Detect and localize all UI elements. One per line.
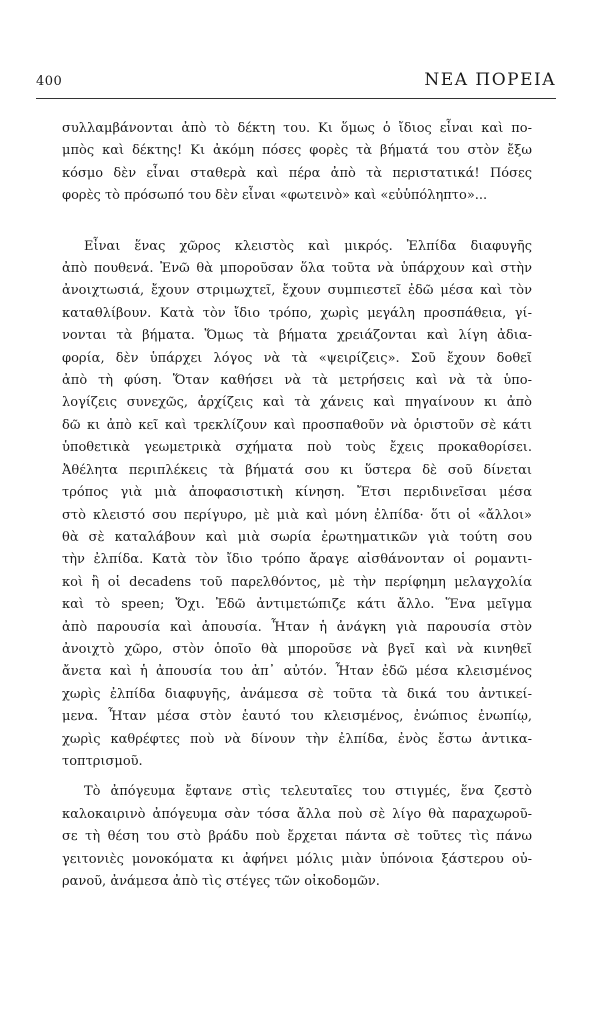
text-line: μενα. Ἦταν μέσα στὸν ἑαυτό του κλεισμένος, ἐνώπιος ἐνωπίῳ, (62, 709, 532, 725)
text-line: τὴν ἐλπίδα. Κατὰ τὸν ἴδιο τρόπο ἄραγε αἰσθάνονταν οἱ ρομαντι- (62, 552, 532, 568)
text-line: νονται τὰ βήματα. Ὅμως τὰ βήματα χρειάζονται καὶ λίγη ἀδια- (62, 328, 532, 344)
text-line: τρόπος γιὰ μιὰ ἀποφασιστικὴ κίνηση. Ἔτσι περιδινεῖσαι μέσα (62, 485, 532, 501)
text-line: φορὲς τὸ πρόσωπό του δὲν εἶναι «φωτεινὸ» καὶ «εὐὑπόληπτο»... (62, 188, 488, 204)
article-body (62, 118, 532, 921)
text-line: ὑποθετικὰ γεωμετρικὰ σχήματα ποὺ τοὺς ἔχεις προκαθορίσει. (62, 440, 532, 456)
text-line: Εἶναι ἕνας χῶρος κλειστὸς καὶ μικρός. Ἐλπίδα διαφυγῆς (84, 238, 532, 254)
running-header (36, 70, 556, 96)
header-rule (36, 98, 556, 99)
text-line: κοὶ ἢ οἱ decadens τοῦ παρελθόντος, μὲ τὴν περίφημη μελαγχολία (62, 574, 532, 590)
text-line: Τὸ ἀπόγευμα ἔφτανε στὶς τελευταῖες του στιγμές, ἕνα ζεστὸ (84, 784, 532, 800)
text-line: σε τὴ θέση του στὸ βράδυ ποὺ ἔρχεται πάντα σὲ τοῦτες τὶς πάνω (62, 829, 532, 845)
text-line: καλοκαιρινὸ ἀπόγευμα σὰν τόσα ἄλλα ποὺ σὲ λίγο θὰ παραχωροῦ- (62, 806, 532, 822)
text-line: ἀνοιχτωσιά, ἔχουν στριμωχτεῖ, ἔχουν συμπιεστεῖ ἐδῶ μέσα καὶ τὸν (62, 283, 532, 299)
paragraph-1 (62, 118, 532, 208)
text-line: συλλαμβάνονται ἀπὸ τὸ δέκτη του. Κι ὅμως ὁ ἴδιος εἶναι καὶ πο- (62, 121, 532, 136)
text-line: θὰ σὲ καταλάβουν καὶ μιὰ σωρία ἐρωτηματικῶν γιὰ τούτη σου (62, 529, 532, 545)
text-line: στὸ κλειστό σου περίγυρο, μὲ μιὰ καὶ μόνη ἐλπίδα· ὅτι οἱ «ἄλλοι» (62, 507, 532, 523)
text-line: γειτονιὲς μονοκόματα κι ἀφήνει μόλις μιὰν ὑπόνοια ξάστερου οὐ- (62, 851, 532, 867)
text-line: Ἀθέλητα περιπλέκεις τὰ βήματά σου κι ὕστερα δὲ σοῦ δίνεται (62, 462, 532, 478)
text-line: μπὸς καὶ δέκτης! Κι ἀκόμη πόσες φορὲς τὰ βήματά του στὸν ἔξω (62, 143, 532, 159)
text-line: λογίζεις συνεχῶς, ἀρχίζεις καὶ τὰ χάνεις καὶ πηγαίνουν κι ἀπὸ (62, 395, 532, 411)
text-line: δῶ κι ἀπὸ κεῖ καὶ τρεκλίζουν καὶ προσπαθοῦν νὰ ὁριστοῦν σὲ κάτι (62, 417, 532, 433)
text-line: φορία, δὲν ὑπάρχει λόγος νὰ τὰ «ψειρίζεις». Σοῦ ἔχουν δοθεῖ (62, 350, 532, 366)
paragraph-3 (62, 781, 532, 893)
text-line: καταθλίβουν. Κατὰ τὸν ἴδιο τρόπο, χωρὶς μεγάλη προσπάθεια, γί- (62, 305, 532, 321)
text-line: ρανοῦ, ἀνάμεσα ἀπὸ τὶς στέγες τῶν οἰκοδομῶν. (62, 874, 380, 889)
text-line: κόσμο δὲν εἶναι σταθερὰ καὶ πέρα ἀπὸ τὰ περιστατικά! Πόσες (62, 165, 532, 181)
text-line: ἀπὸ πουθενά. Ἐνῶ θὰ μποροῦσαν ὅλα τοῦτα νὰ ὑπάρχουν καὶ στὴν (62, 261, 532, 277)
text-line: καὶ τὸ speen; Ὄχι. Ἐδῶ ἀντιμετώπιζε κάτι ἄλλο. Ἕνα μεῖγμα (62, 597, 532, 613)
text-line: ἀπὸ παρουσία καὶ ἀπουσία. Ἦταν ἡ ἀνάγκη γιὰ παρουσία στὸν (62, 619, 532, 635)
text-line: χωρὶς καθρέφτες ποὺ νὰ δίνουν τὴν ἐλπίδα, ἐνὸς ἔστω ἀντικα- (62, 731, 532, 747)
text-line: ἀπὸ τὴ φύση. Ὅταν καθήσει νὰ τὰ μετρήσεις καὶ νὰ τὰ ὑπο- (62, 373, 532, 389)
page-number: 400 (36, 74, 63, 89)
text-line: ἀνοιχτὸ χῶρο, στὸν ὁποῖο θὰ μποροῦσε νὰ βγεῖ καὶ νὰ κινηθεῖ (62, 641, 532, 657)
journal-title: ΝΕΑ ΠΟΡΕΙΑ (424, 70, 556, 90)
text-line: ἄνετα καὶ ἡ ἀπουσία του ἀπ᾿ αὐτόν. Ἦταν ἐδῶ μέσα κλεισμένος (62, 664, 532, 680)
text-line: τοπτρισμοῦ. (62, 753, 143, 769)
paragraph-2 (62, 236, 532, 774)
text-line: χωρὶς ἐλπίδα διαφυγῆς, ἀνάμεσα σὲ τοῦτα τὰ δικά του ἀντικεί- (62, 686, 532, 702)
